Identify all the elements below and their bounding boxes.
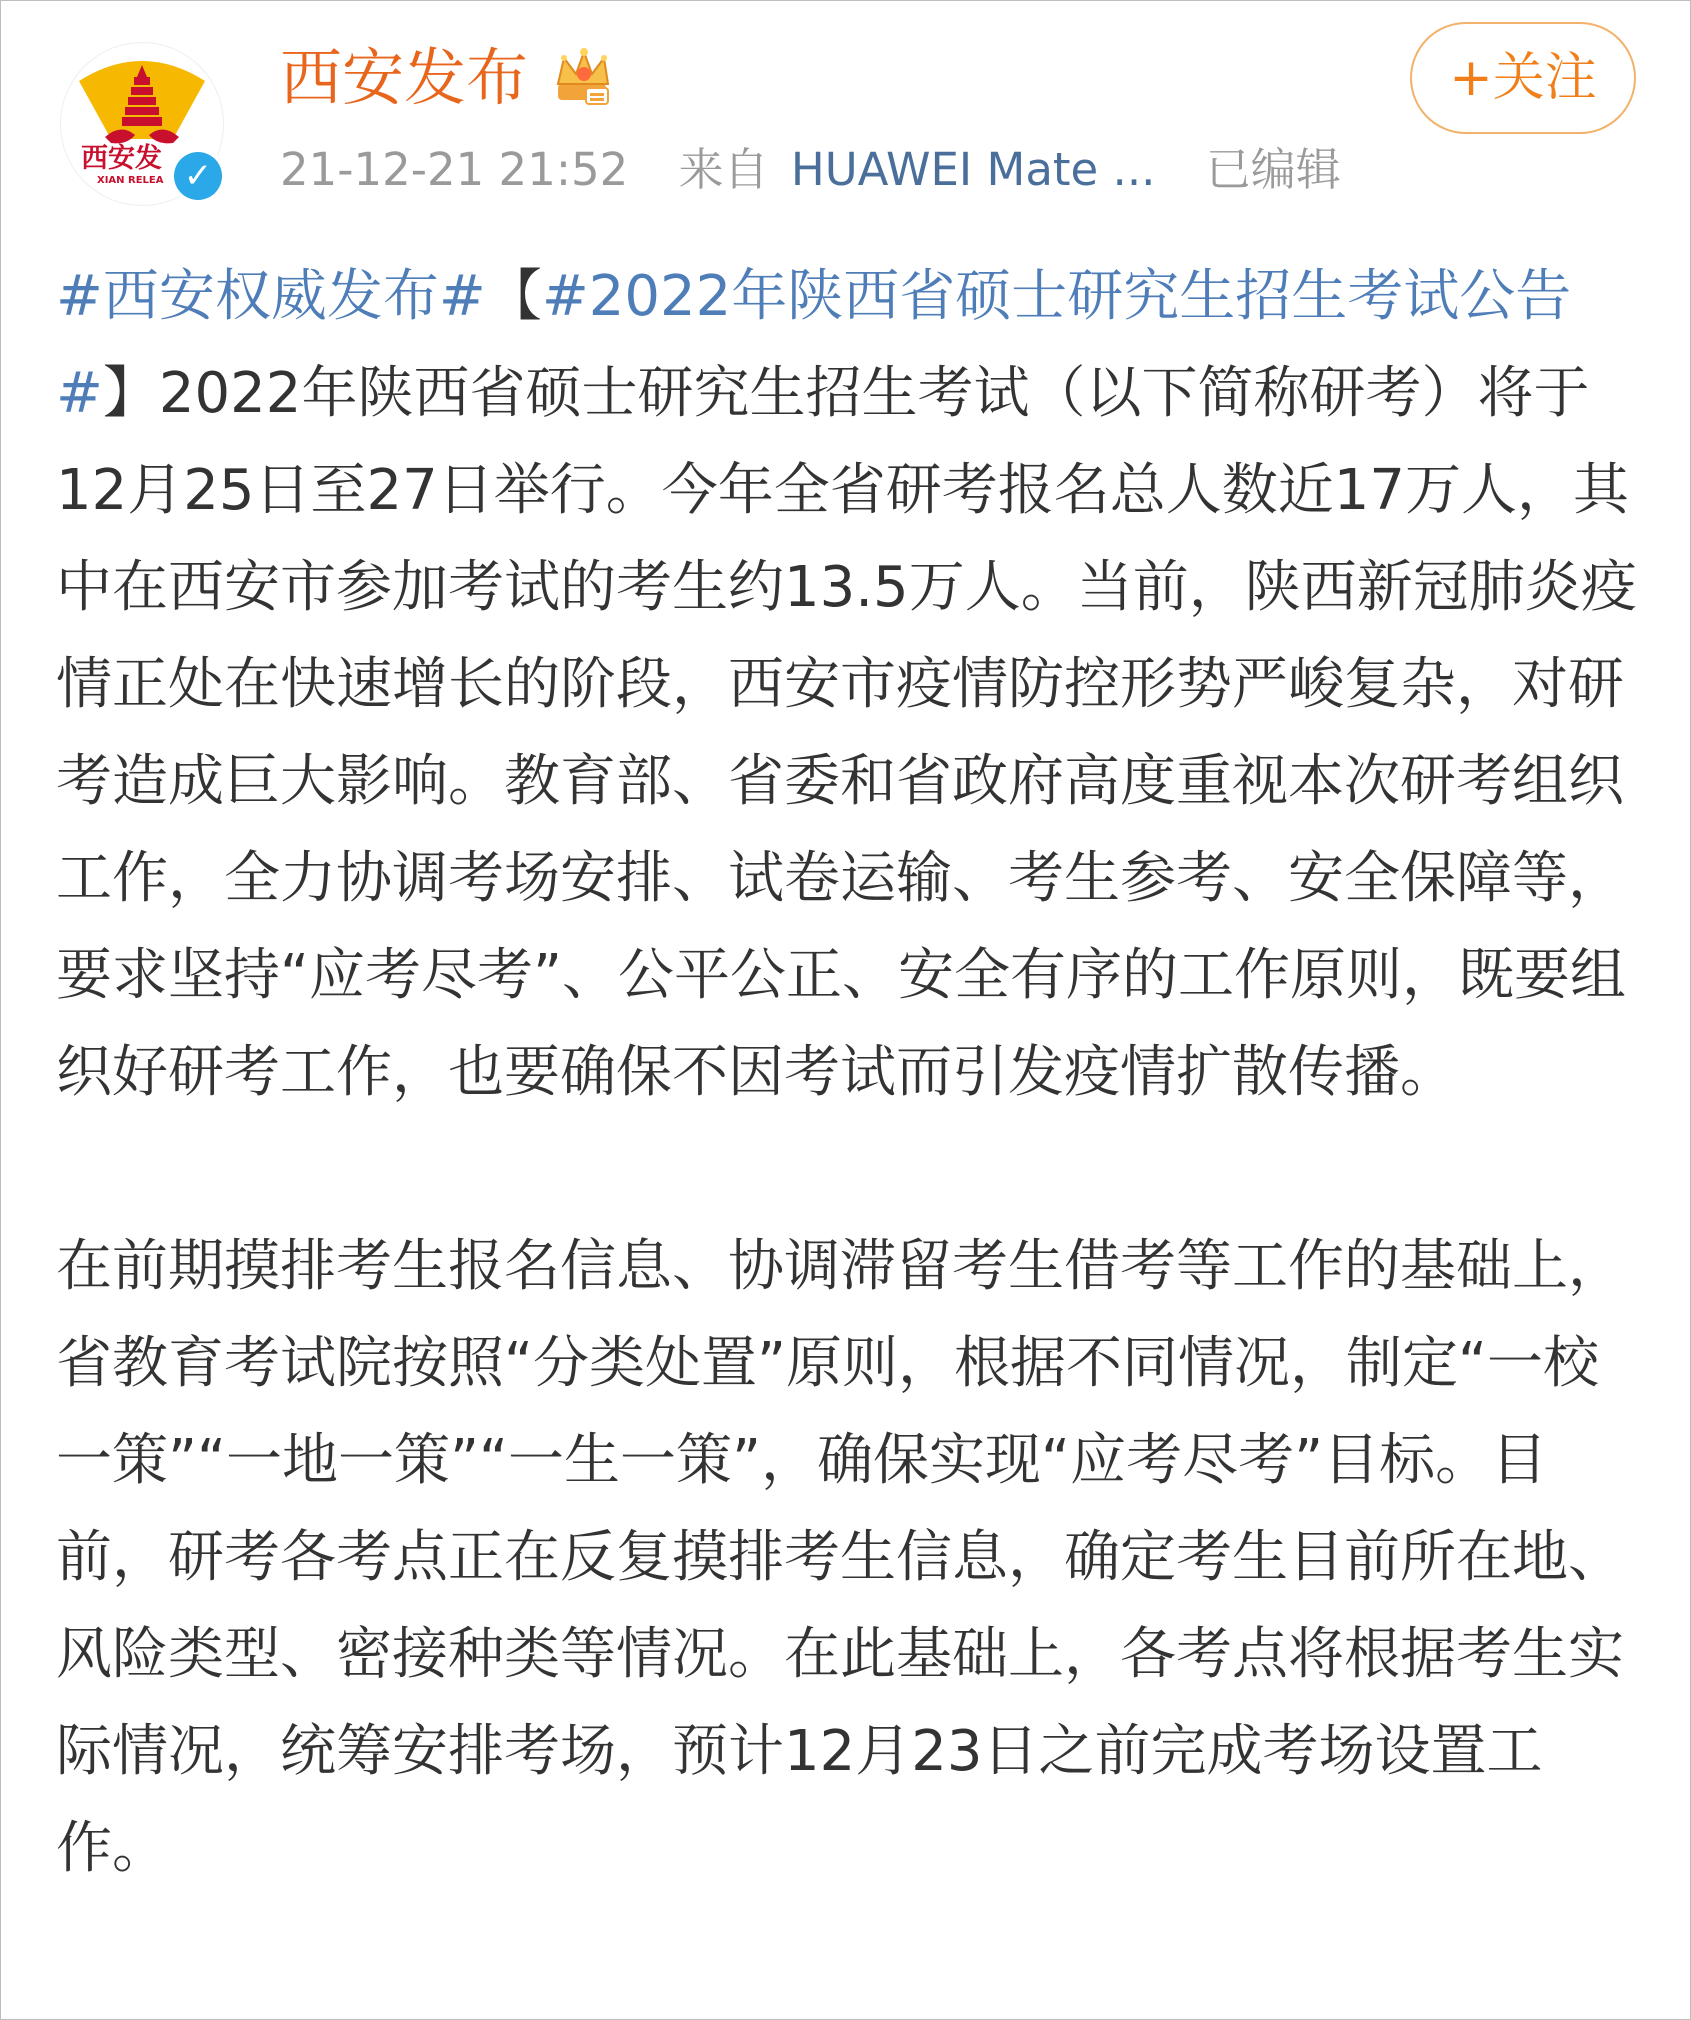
edited-label[interactable]: 已编辑 [1205, 143, 1341, 196]
paragraph-1 [56, 248, 1641, 1121]
hashtag-link[interactable]: #2022年陕西省硕士研究生招生考试公告# [56, 264, 1572, 426]
follow-button[interactable]: +关注 [1410, 22, 1636, 134]
post-header [0, 0, 1691, 230]
bracket-close: 】 [102, 361, 159, 426]
paragraph-1-text: 2022年陕西省硕士研究生招生考试（以下简称研考）将于12月25日至27日举行。今年全省研考报名总人数近17万人，其中在西安市参加考试的考生约13.5万人。当前，陕西新冠肺炎疫情正处在快速增长的阶段，西安市疫情防控形势严峻复杂，对研考造成巨大影响。教育部、省委和省政府高度重视本次研考组织工作，全力协调考场安排、试卷运输、考生参考、安全保障等，要求坚持“应考尽考”、公平公正、安全有序的工作原则，既要组织好研考工作，也要确保不因考试而引发疫情扩散传播。 [56, 361, 1637, 1105]
hashtag-link[interactable]: #西安权威发布# [56, 264, 486, 329]
avatar-text-cn: 西安发 [81, 143, 162, 174]
source-prefix: 来自 [678, 143, 769, 196]
post-date: 21-12-21 21:52 [280, 143, 629, 196]
post-meta [280, 140, 1341, 200]
bracket-open: 【 [485, 264, 542, 329]
device-link[interactable]: HUAWEI Mate ... [790, 143, 1156, 196]
crown-badge-icon[interactable] [552, 44, 616, 108]
author-name[interactable]: 西安发布 [280, 41, 529, 114]
paragraph-2: 在前期摸排考生报名信息、协调滞留考生借考等工作的基础上，省教育考试院按照“分类处置”原则，根据不同情况，制定“一校一策”“一地一策”“一生一策”，确保实现“应考尽考”目标。目前，研考各考点正在反复摸排考生信息，确定考生目前所在地、风险类型、密接种类等情况。在此基础上，各考点将根据考生实际情况，统筹安排考场，预计12月23日之前完成考场设置工作。 [56, 1234, 1624, 1881]
post-body [56, 248, 1641, 1897]
verified-check-icon: ✓ [170, 148, 226, 204]
avatar-text-en: XIAN RELEA [97, 175, 164, 186]
